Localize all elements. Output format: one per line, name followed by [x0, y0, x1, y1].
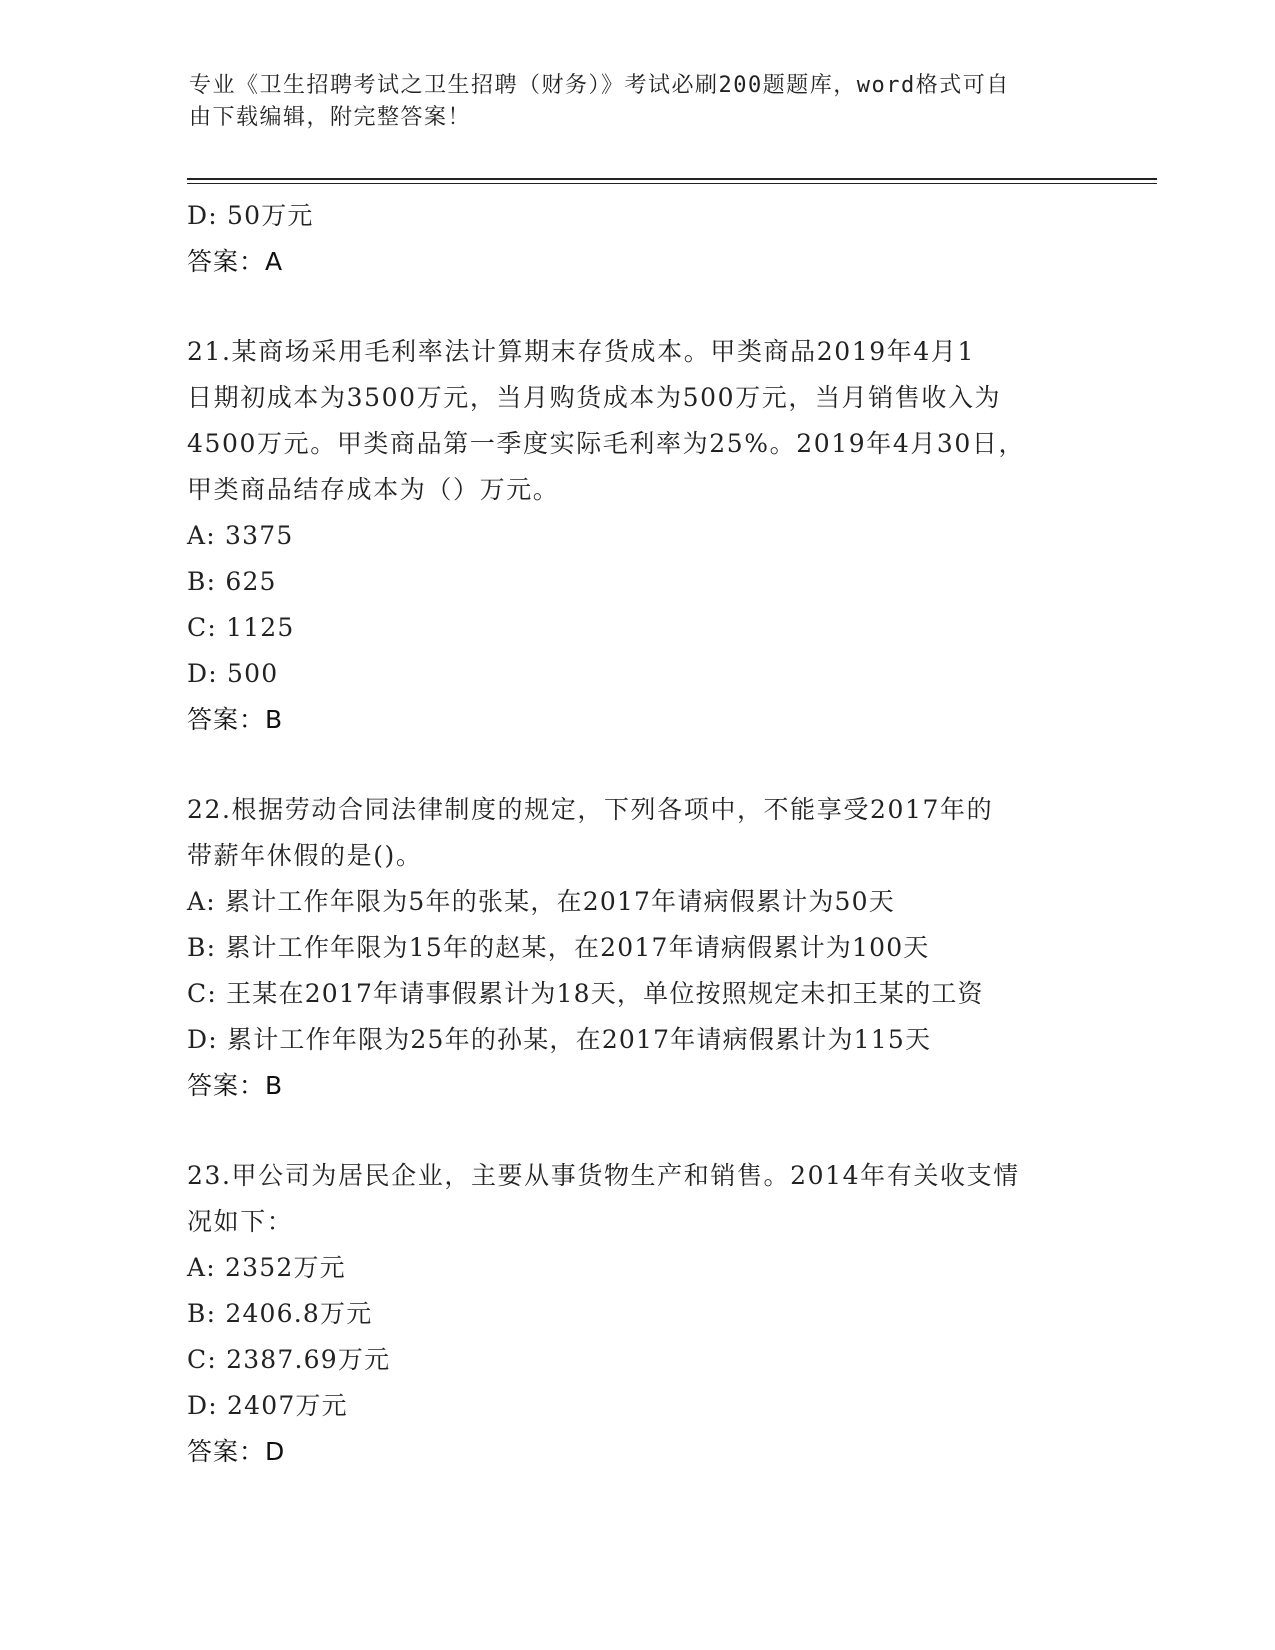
question-22 [187, 787, 1087, 1109]
answer-line: 答案：A [187, 247, 284, 276]
stem-line: 带薪年休假的是()。 [187, 841, 423, 870]
question-stem [187, 1153, 1087, 1245]
option-d: D: 2407万元 [187, 1391, 348, 1420]
option-a: A: 累计工作年限为5年的张某，在2017年请病假累计为50天 [187, 887, 895, 916]
spacer [187, 285, 1087, 329]
stem-line: 况如下： [187, 1207, 294, 1236]
header-divider-thin [187, 183, 1157, 184]
option-d: D: 50万元 [187, 201, 314, 230]
header-line-2: 由下载编辑，附完整答案！ [189, 105, 472, 130]
spacer [187, 743, 1087, 787]
stem-line: 日期初成本为3500万元，当月购货成本为500万元，当月销售收入为 [187, 383, 1002, 412]
stem-line: 23.甲公司为居民企业，主要从事货物生产和销售。2014年有关收支情 [187, 1161, 1020, 1190]
spacer [187, 1109, 1087, 1153]
option-b: B: 625 [187, 567, 277, 596]
stem-line: 甲类商品结存成本为（）万元。 [187, 475, 560, 504]
question-stem [187, 329, 1087, 513]
option-a: A: 2352万元 [187, 1253, 346, 1282]
question-21 [187, 329, 1087, 743]
question-list [187, 193, 1087, 1475]
question-23 [187, 1153, 1087, 1475]
question-stem [187, 787, 1087, 879]
answer-line: 答案：B [187, 1071, 284, 1100]
option-d: D: 500 [187, 659, 279, 688]
option-c: C: 2387.69万元 [187, 1345, 391, 1374]
answer-line: 答案：B [187, 705, 284, 734]
header-divider-thick [187, 178, 1157, 180]
option-a: A: 3375 [187, 521, 294, 550]
stem-line: 21.某商场采用毛利率法计算期末存货成本。甲类商品2019年4月1 [187, 337, 975, 366]
option-b: B: 2406.8万元 [187, 1299, 373, 1328]
answer-line: 答案：D [187, 1437, 286, 1466]
stem-line: 22.根据劳动合同法律制度的规定，下列各项中，不能享受2017年的 [187, 795, 994, 824]
option-c: C: 王某在2017年请事假累计为18天，单位按照规定未扣王某的工资 [187, 979, 984, 1008]
option-d: D: 累计工作年限为25年的孙某，在2017年请病假累计为115天 [187, 1025, 932, 1054]
stem-line: 4500万元。甲类商品第一季度实际毛利率为25%。2019年4月30日， [187, 429, 1026, 458]
page-header [189, 70, 1079, 134]
header-line-1: 专业《卫生招聘考试之卫生招聘（财务）》考试必刷200题题库，word格式可自 [189, 73, 1010, 98]
option-c: C: 1125 [187, 613, 295, 642]
carryover-block [187, 193, 1087, 285]
option-b: B: 累计工作年限为15年的赵某，在2017年请病假累计为100天 [187, 933, 930, 962]
